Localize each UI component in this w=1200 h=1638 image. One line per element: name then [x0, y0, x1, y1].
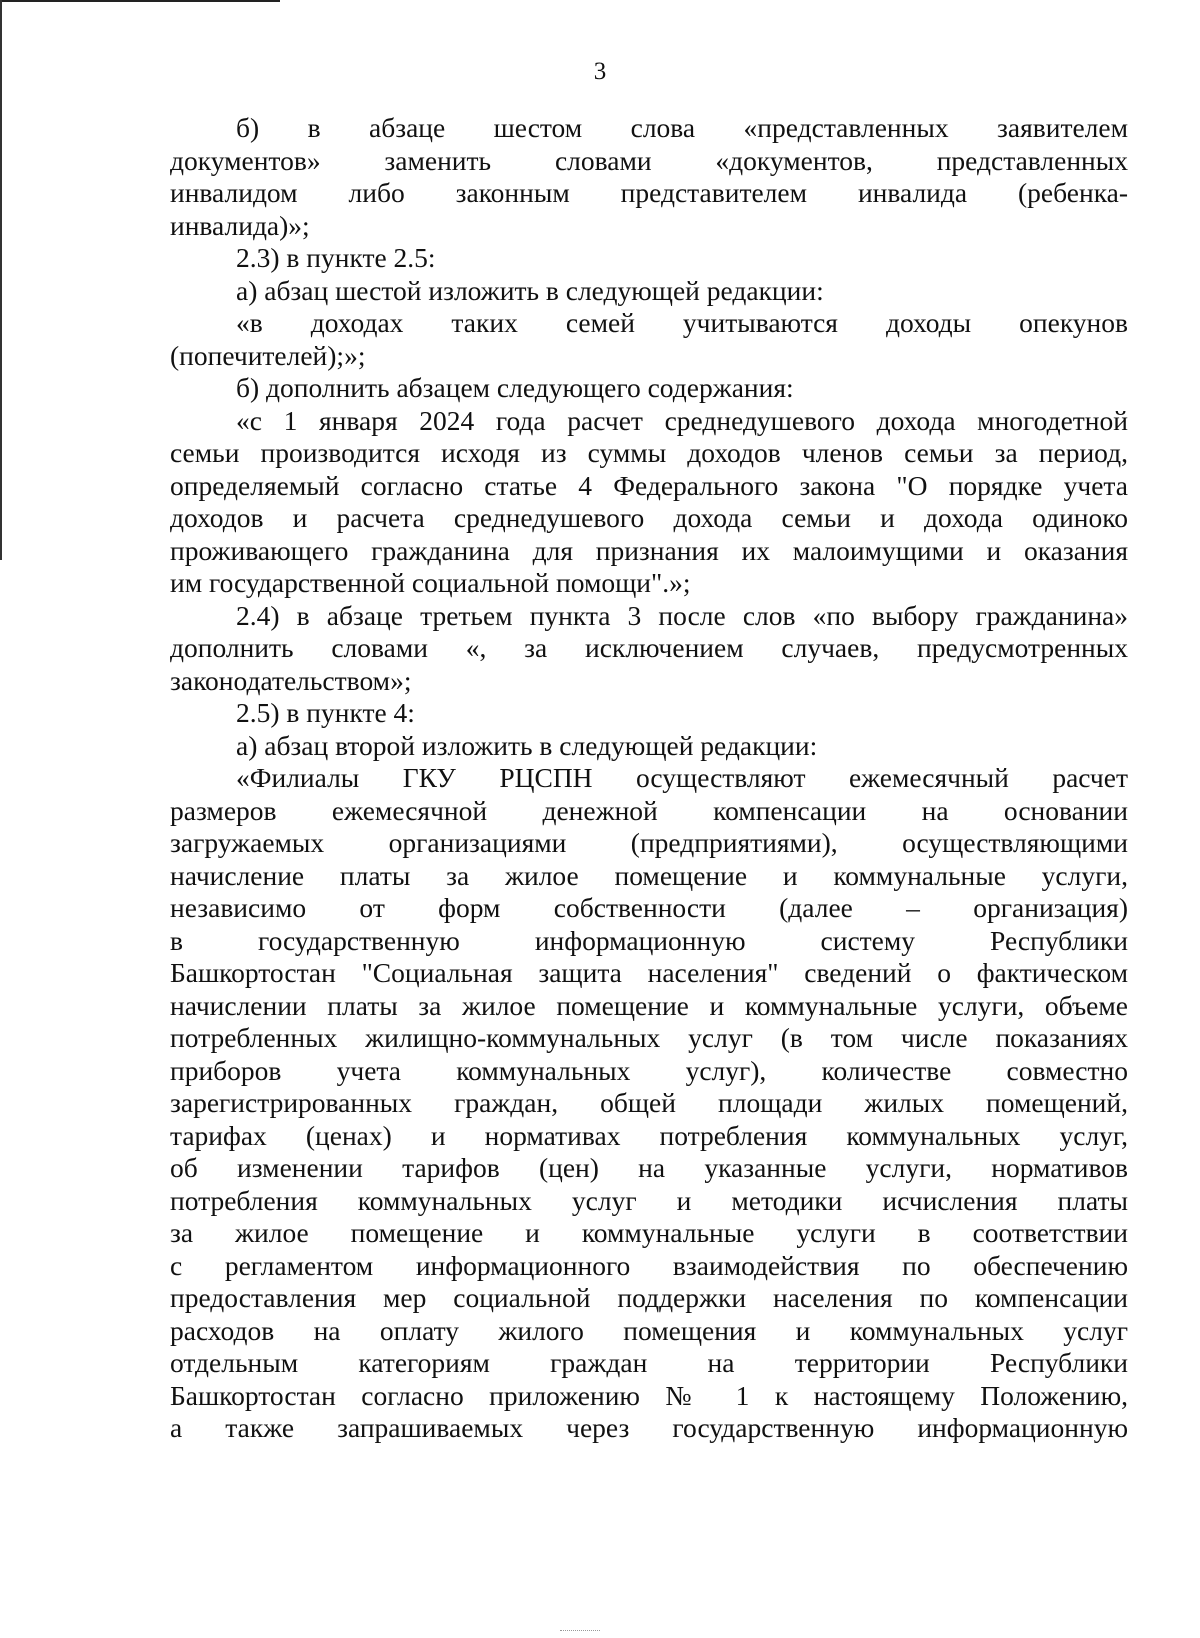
text-line: тарифах (ценах) и нормативах потребления коммунальных услуг, — [170, 1119, 1128, 1151]
text-line: предоставления мер социальной поддержки населения по компенсации — [170, 1282, 1128, 1313]
scan-edge-top — [0, 0, 280, 2]
text-line: Башкортостан согласно приложению № 1 к настоящему Положению, — [170, 1379, 1128, 1411]
text-line: в государственную информационную систему Республики — [170, 924, 1128, 956]
text-line: б) дополнить абзацем следующего содержания: — [236, 372, 794, 403]
text-line: с регламентом информационного взаимодействия по обеспечению — [170, 1249, 1128, 1281]
text-line: независимо от форм собственности (далее – организация) — [170, 892, 1128, 923]
document-body — [170, 112, 1128, 1445]
text-line: расходов на оплату жилого помещения и коммунальных услуг — [170, 1314, 1128, 1346]
scan-artifact — [560, 1630, 600, 1635]
text-line: Башкортостан "Социальная защита населения" сведений о фактическом — [170, 957, 1128, 988]
text-line: 2.5) в пункте 4: — [236, 697, 415, 728]
text-line: потребления коммунальных услуг и методики исчисления платы — [170, 1184, 1128, 1216]
text-line: размеров ежемесячной денежной компенсации на основании — [170, 794, 1128, 826]
text-line: документов» заменить словами «документов, представленных — [170, 144, 1128, 176]
text-line: начисление платы за жилое помещение и коммунальные услуги, — [170, 859, 1128, 891]
text-line: об изменении тарифов (цен) на указанные услуги, нормативов — [170, 1152, 1128, 1183]
text-line: им государственной социальной помощи".»; — [170, 567, 691, 598]
text-line: за жилое помещение и коммунальные услуги в соответствии — [170, 1217, 1128, 1248]
text-line: загружаемых организациями (предприятиями), осуществляющими — [170, 827, 1128, 858]
text-line: а) абзац шестой изложить в следующей редакции: — [236, 274, 824, 306]
text-line: отдельным категориям граждан на территории Республики — [170, 1347, 1128, 1378]
text-line: б) в абзаце шестом слова «представленных заявителем — [236, 112, 1128, 143]
text-line: 2.3) в пункте 2.5: — [236, 242, 436, 273]
text-line: инвалида)»; — [170, 209, 310, 241]
text-line: дополнить словами «, за исключением случаев, предусмотренных — [170, 632, 1128, 663]
text-line: 2.4) в абзаце третьем пункта 3 после слов «по выбору гражданина» — [236, 599, 1128, 631]
text-line: (попечителей);»; — [170, 339, 366, 371]
text-line: потребленных жилищно-коммунальных услуг (в том числе показаниях — [170, 1022, 1128, 1053]
text-line: «Филиалы ГКУ РЦСПН осуществляют ежемесячный расчет — [236, 762, 1128, 793]
text-line: доходов и расчета среднедушевого дохода семьи и дохода одиноко — [170, 502, 1128, 533]
text-line: проживающего гражданина для признания их малоимущими и оказания — [170, 534, 1128, 566]
text-line: зарегистрированных граждан, общей площади жилых помещений, — [170, 1087, 1128, 1118]
text-line: а также запрашиваемых через государственную информационную — [170, 1412, 1128, 1443]
text-line: а) абзац второй изложить в следующей редакции: — [236, 729, 818, 761]
text-line: определяемый согласно статье 4 Федерального закона "О порядке учета — [170, 469, 1128, 501]
text-line: начислении платы за жилое помещение и коммунальные услуги, объеме — [170, 989, 1128, 1021]
text-line: семьи производится исходя из суммы доходов членов семьи за период, — [170, 437, 1128, 468]
text-line: приборов учета коммунальных услуг), количестве совместно — [170, 1054, 1128, 1086]
text-line: «в доходах таких семей учитываются доходы опекунов — [236, 307, 1128, 338]
text-line: инвалидом либо законным представителем инвалида (ребенка- — [170, 177, 1128, 208]
text-line: законодательством»; — [170, 664, 412, 696]
page-number: 3 — [593, 58, 607, 85]
text-line: «с 1 января 2024 года расчет среднедушевого дохода многодетной — [236, 404, 1128, 436]
